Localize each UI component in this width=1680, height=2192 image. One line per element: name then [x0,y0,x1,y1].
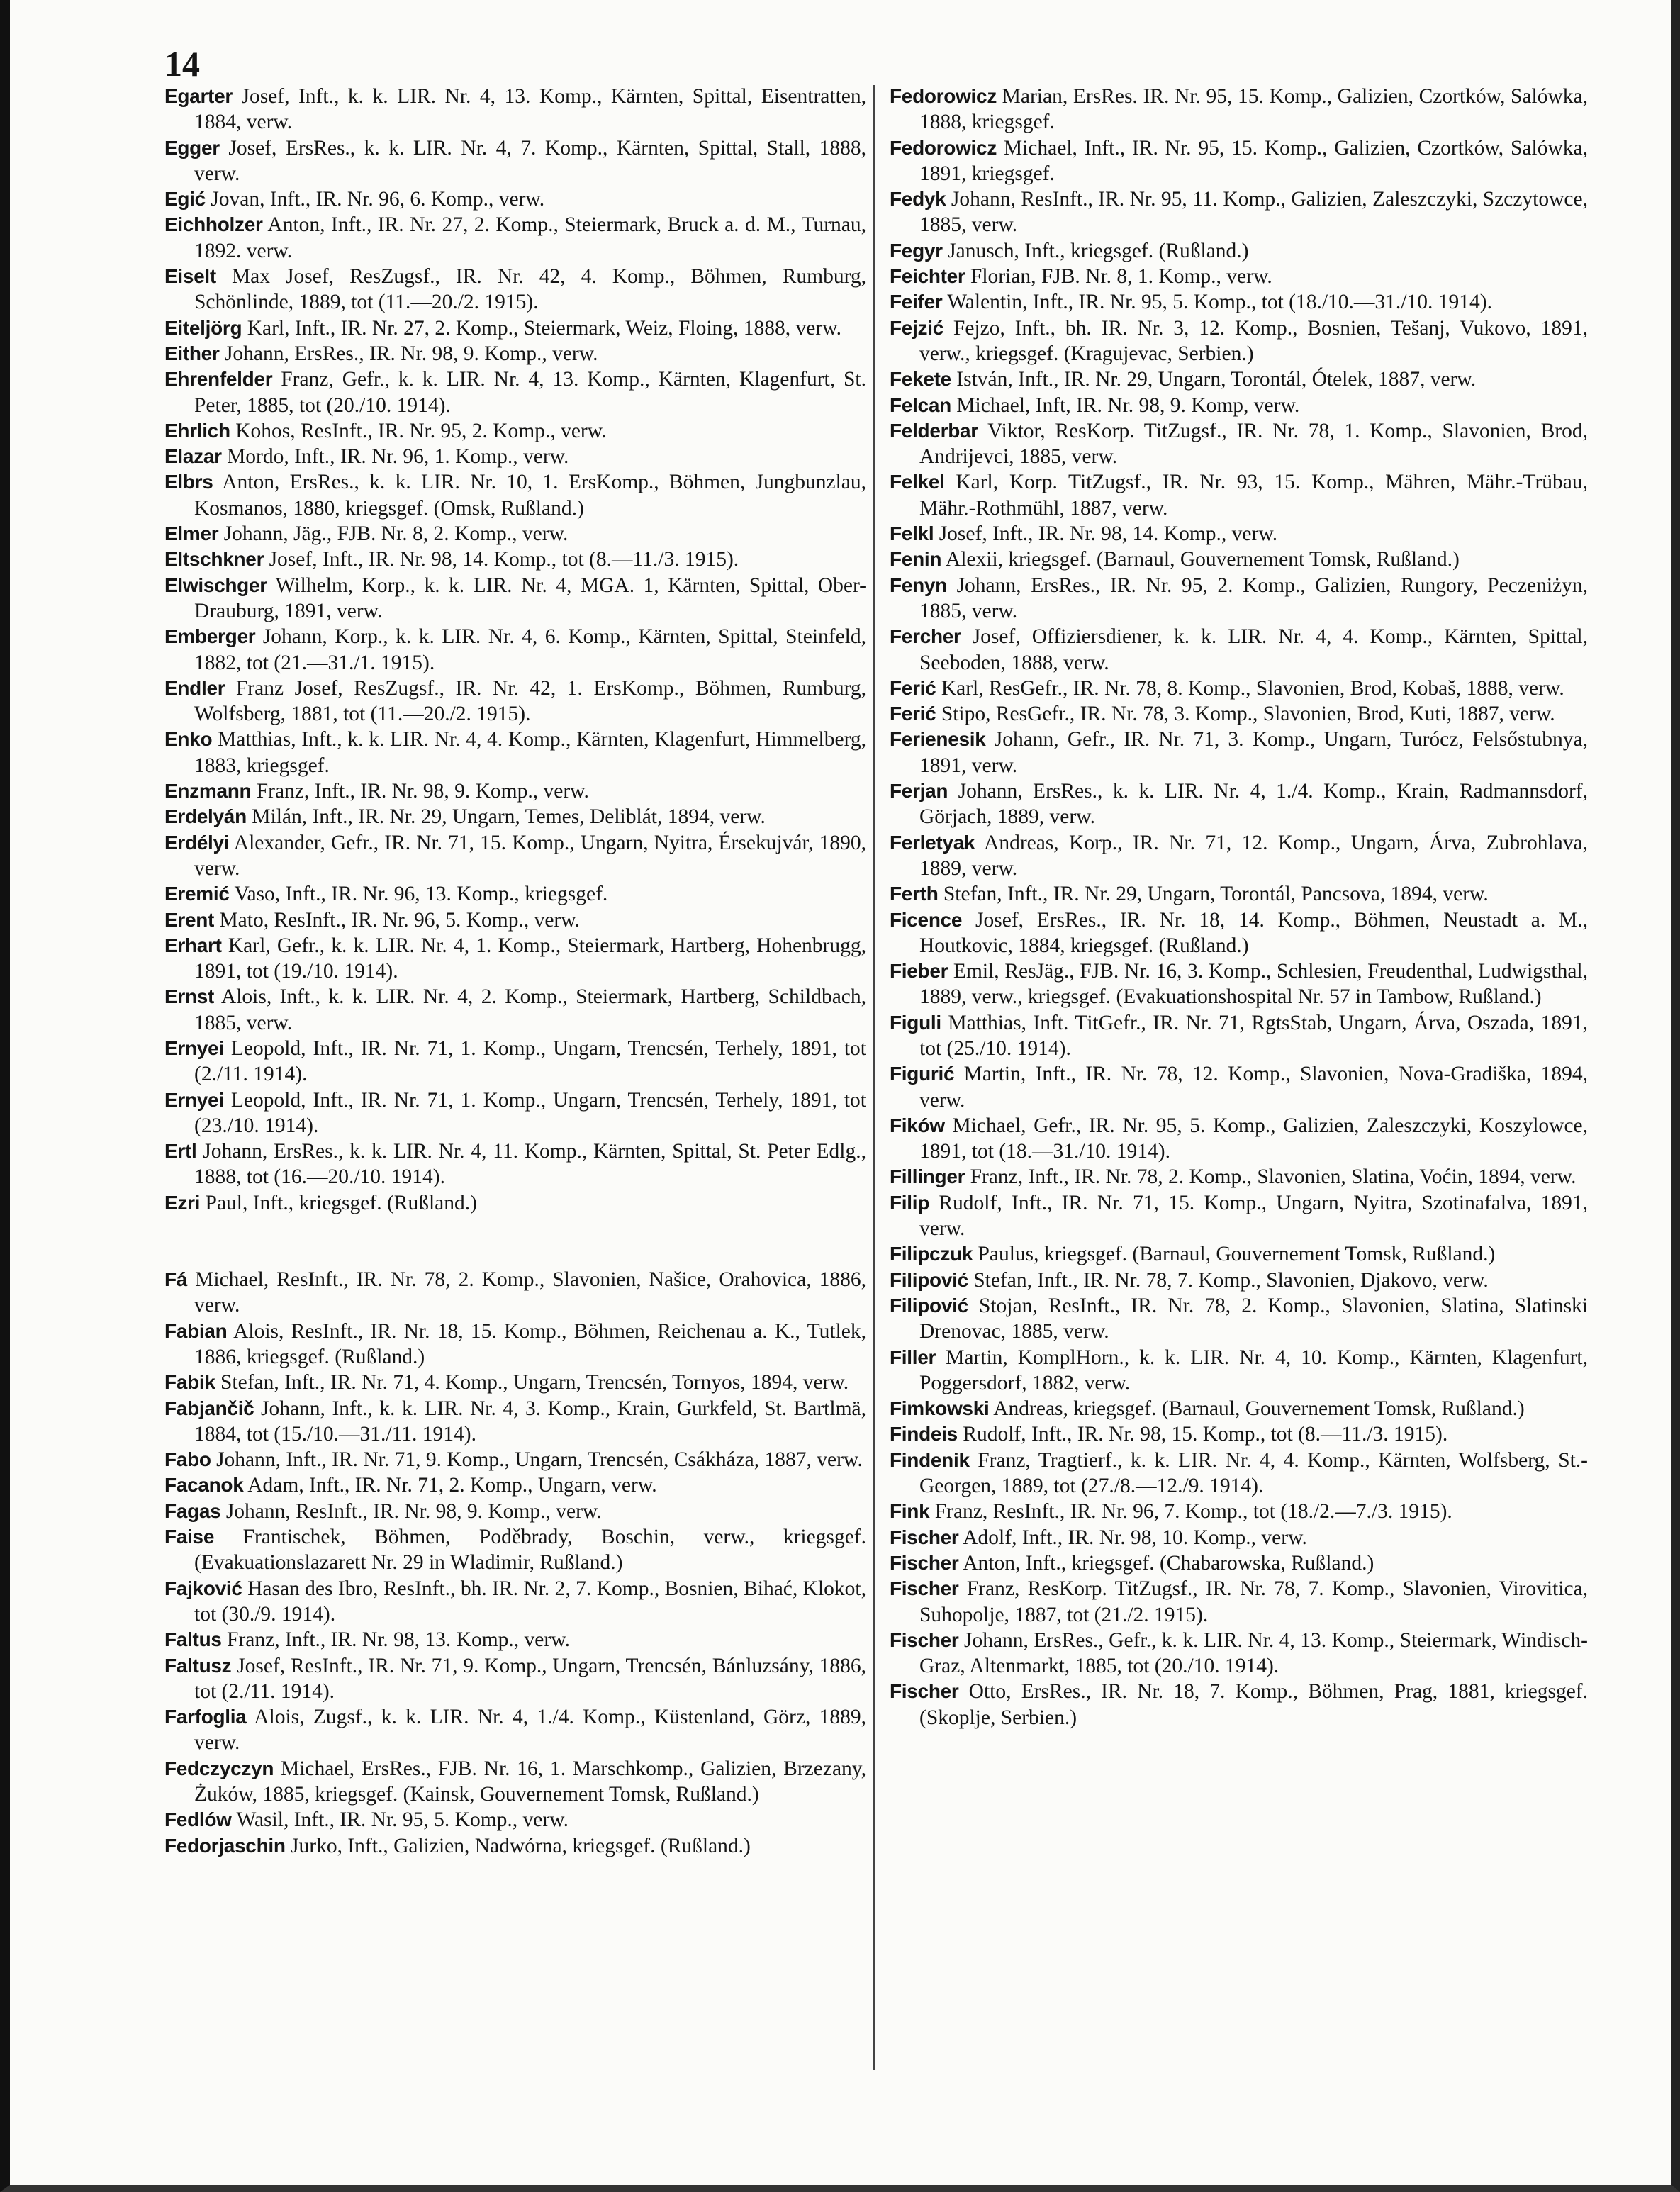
list-entry [164,1190,866,1216]
entry-details: Josef, Offiziersdiener, k. k. LIR. Nr. 4, 4. Komp., Kärnten, Spittal, Seeboden, 1888, verw. [919,625,1588,674]
entry-details: Johann, Korp., k. k. LIR. Nr. 4, 6. Komp., Kärnten, Spittal, Steinfeld, 1882, tot (21.—31./1. 1915). [194,625,866,674]
entry-surname: Ferić [890,676,936,699]
list-entry [164,676,866,727]
list-entry [890,135,1588,187]
entry-surname: Filler [890,1346,936,1368]
list-entry [890,238,1588,264]
entry-details: Michael, ResInft., IR. Nr. 78, 2. Komp., Slavonien, Našice, Orahovica, 1886, verw. [194,1268,866,1317]
entry-details: Milán, Inft., IR. Nr. 29, Ungarn, Temes, Deliblát, 1894, verw. [252,805,766,829]
entry-details: Leopold, Inft., IR. Nr. 71, 1. Komp., Ungarn, Trencsén, Terhely, 1891, tot (2./11. 1914). [194,1036,867,1086]
entry-details: Max Josef, ResZugsf., IR. Nr. 42, 4. Komp., Böhmen, Rumburg, Schönlinde, 1889, tot (11.—20./2. 1915). [194,265,866,314]
entry-details: Franz Josef, ResZugsf., IR. Nr. 42, 1. ErsKomp., Böhmen, Rumburg, Wolfsberg, 1881, tot (11.—20./2. 1915). [194,676,866,726]
entry-surname: Ernyei [164,1036,224,1059]
list-entry [890,676,1588,701]
entry-details: Vaso, Inft., IR. Nr. 96, 13. Komp., kriegsgef. [234,883,608,906]
list-entry [890,1190,1588,1242]
list-entry [890,778,1588,830]
entry-surname: Ernst [164,985,215,1008]
list-entry [890,1576,1588,1628]
entry-details: Emil, ResJäg., FJB. Nr. 16, 3. Komp., Schlesien, Freudenthal, Ludwigsthal, 1889, verw., kriegsgef. (Evakuationshospital Nr. 57 in Tambow, Rußland.) [919,960,1588,1009]
entry-surname: Ehrenfelder [164,368,273,391]
entry-details: Johann, Inft., IR. Nr. 71, 9. Komp., Ungarn, Trencsén, Csákháza, 1887, verw. [216,1448,863,1472]
list-entry [164,212,866,264]
list-entry [890,547,1588,572]
entry-surname: Ferth [890,883,939,905]
entry-surname: Ehrlich [164,419,230,442]
entry-surname: Egić [164,188,206,211]
list-entry [164,1807,866,1833]
entry-surname: Ezri [164,1191,201,1214]
entry-details: Frantischek, Böhmen, Poděbrady, Boschin, verw., kriegsgef. (Evakuationslazarett Nr. 29 in Wladimir, Rußland.) [194,1526,866,1575]
entry-surname: Egarter [164,85,233,107]
entry-surname: Fischer [890,1628,959,1651]
list-entry [890,727,1588,778]
entry-surname: Fieber [890,960,948,983]
entry-details: Marian, ErsRes. IR. Nr. 95, 15. Komp., Galizien, Czortków, Salówka, 1888, kriegsgef. [919,85,1588,134]
entry-details: Andreas, kriegsgef. (Barnaul, Gouvernement Tomsk, Rußland.) [993,1397,1525,1421]
entry-details: Jovan, Inft., IR. Nr. 96, 6. Komp., verw. [211,188,545,211]
list-entry [164,984,866,1036]
entry-surname: Erdélyi [164,831,230,854]
entry-details: Viktor, ResKorp. TitZugsf., IR. Nr. 78, 1. Komp., Slavonien, Brod, Andrijevci, 1885, verw. [919,419,1588,469]
entry-surname: Felderbar [890,419,978,442]
entry-surname: Either [164,342,220,364]
entry-surname: Fischer [890,1551,959,1574]
right-column [890,84,1588,1730]
entry-surname: Figuli [890,1011,941,1034]
entry-details: Johann, ResInft., IR. Nr. 98, 9. Komp., verw. [225,1499,602,1523]
entry-details: Karl, ResGefr., IR. Nr. 78, 8. Komp., Slavonien, Brod, Kobaš, 1888, verw. [941,676,1564,700]
entry-surname: Fenin [890,548,942,571]
list-entry [890,393,1588,418]
entry-details: Anton, Inft., kriegsgef. (Chabarowska, Rußland.) [963,1551,1374,1575]
entry-details: Jurko, Inft., Galizien, Nadwórna, kriegsgef. (Rußland.) [291,1834,751,1857]
list-entry [164,1370,866,1395]
entry-details: Alois, ResInft., IR. Nr. 18, 15. Komp., Böhmen, Reichenau a. K., Tutlek, 1886, kriegsgef. (Rußland.) [194,1319,866,1368]
list-entry [164,907,866,933]
list-entry [890,1396,1588,1421]
entry-surname: Endler [164,676,225,699]
list-entry [890,573,1588,625]
entry-details: Otto, ErsRes., IR. Nr. 18, 7. Komp., Böhmen, Prag, 1881, kriegsgef. (Skoplje, Serbien.) [919,1680,1589,1729]
list-entry [890,186,1588,238]
list-entry [164,1627,866,1653]
list-entry [890,907,1588,959]
entry-details: Rudolf, Inft., IR. Nr. 71, 15. Komp., Ungarn, Nyitra, Szotinafalva, 1891, verw. [919,1191,1588,1241]
list-entry [164,1524,866,1576]
list-entry [164,1704,866,1756]
entry-surname: Erhart [164,934,222,956]
entry-surname: Felkel [890,471,945,493]
section-gap [164,1216,866,1267]
list-entry [164,341,866,367]
entry-surname: Fedyk [890,188,946,211]
list-entry [164,933,866,985]
entry-surname: Fischer [890,1577,959,1600]
entry-details: Josef, Inft., IR. Nr. 98, 14. Komp., verw. [939,522,1278,546]
entry-surname: Egger [164,136,220,159]
list-entry [890,84,1588,135]
list-entry [164,1756,866,1808]
entry-surname: Elmer [164,522,219,545]
entry-details: Andreas, Korp., IR. Nr. 71, 12. Komp., Ungarn, Árva, Zubrohlava, 1889, verw. [919,831,1588,880]
entry-surname: Fedorowicz [890,136,997,159]
list-entry [164,1472,866,1498]
entry-details: Stefan, Inft., IR. Nr. 78, 7. Komp., Slavonien, Djakovo, verw. [973,1268,1489,1292]
list-entry [890,1293,1588,1345]
list-entry [164,469,866,521]
list-entry [890,1010,1588,1062]
entry-surname: Erdelyán [164,805,247,828]
column-divider [873,85,875,2070]
list-entry [164,1267,866,1319]
entry-surname: Fegyr [890,239,943,262]
entry-details: Johann, Inft., k. k. LIR. Nr. 4, 3. Komp., Krain, Gurkfeld, St. Bartlmä, 1884, tot (15./10.—31./11. 1914). [194,1397,866,1446]
entry-details: Franz, Inft., IR. Nr. 98, 9. Komp., verw. [256,780,589,803]
list-entry [890,469,1588,521]
entry-surname: Elwischger [164,574,267,596]
entry-surname: Ferjan [890,780,948,803]
entry-details: Johann, ResInft., IR. Nr. 95, 11. Komp., Galizien, Zaleszczyki, Szczytowce, 1885, verw. [919,188,1588,237]
entry-details: Josef, Inft., IR. Nr. 98, 14. Komp., tot (8.—11./3. 1915). [269,548,739,571]
entry-surname: Fenyn [890,574,947,596]
list-entry [164,804,866,829]
entry-surname: Faltus [164,1628,222,1651]
entry-surname: Fischer [890,1526,959,1548]
entry-surname: Fischer [890,1680,959,1703]
entry-surname: Emberger [164,625,256,648]
list-entry [164,830,866,882]
entry-details: Rudolf, Inft., IR. Nr. 98, 15. Komp., tot (8.—11./3. 1915). [963,1423,1448,1446]
list-entry [164,1499,866,1524]
list-entry [164,1139,866,1190]
entry-details: Franz, ResKorp. TitZugsf., IR. Nr. 78, 7. Komp., Slavonien, Virovitica, Suhopolje, 1887, tot (21./2. 1915). [919,1577,1589,1626]
entry-details: Mordo, Inft., IR. Nr. 96, 1. Komp., verw. [227,445,569,469]
entry-surname: Fink [890,1500,930,1523]
entry-details: István, Inft., IR. Nr. 29, Ungarn, Torontál, Ótelek, 1887, verw. [956,368,1477,391]
entry-details: Josef, ErsRes., IR. Nr. 18, 14. Komp., Böhmen, Neustadt a. M., Houtkovic, 1884, kriegsgef. (Rußland.) [919,908,1589,957]
entry-details: Wilhelm, Korp., k. k. LIR. Nr. 4, MGA. 1, Kärnten, Spittal, Ober-Drauburg, 1891, verw. [194,574,866,622]
entry-surname: Facanok [164,1474,244,1497]
list-entry [164,84,866,135]
list-entry [164,1653,866,1705]
list-entry [164,1833,866,1859]
entry-details: Matthias, Inft. TitGefr., IR. Nr. 71, RgtsStab, Ungarn, Árva, Oszada, 1891, tot (25./10. 1914). [919,1011,1588,1060]
entry-details: Fejzo, Inft., bh. IR. Nr. 3, 12. Komp., Bosnien, Tešanj, Vukovo, 1891, verw., kriegsgef. (Kragujevac, Serbien.) [919,316,1589,365]
entry-surname: Erent [164,908,215,931]
entry-details: Stefan, Inft., IR. Nr. 71, 4. Komp., Ungarn, Trencsén, Tornyos, 1894, verw. [220,1371,849,1394]
list-entry [890,1448,1588,1499]
entry-details: Karl, Inft., IR. Nr. 27, 2. Komp., Steiermark, Weiz, Floing, 1888, verw. [247,316,841,340]
entry-surname: Elbrs [164,471,213,493]
entry-details: Michael, Gefr., IR. Nr. 95, 5. Komp., Galizien, Zaleszczyki, Koszylowce, 1891, tot (18.—31./10. 1914). [919,1114,1589,1163]
entry-surname: Fabjančič [164,1397,254,1419]
entry-surname: Felkl [890,522,934,545]
entry-surname: Fików [890,1114,945,1136]
entry-surname: Fekete [890,368,951,391]
entry-surname: Fajković [164,1577,242,1599]
list-entry [164,881,866,907]
list-entry [890,1268,1588,1293]
list-entry [890,1241,1588,1267]
entry-surname: Fá [164,1268,188,1291]
list-entry [164,315,866,341]
entry-details: Mato, ResInft., IR. Nr. 96, 5. Komp., verw. [219,908,580,932]
entry-details: Franz, Inft., IR. Nr. 98, 13. Komp., verw. [227,1628,570,1652]
entry-surname: Fabo [164,1448,211,1471]
list-entry [164,1576,866,1628]
entry-details: Paulus, kriegsgef. (Barnaul, Gouvernement Tomsk, Rußland.) [978,1243,1496,1266]
list-entry [890,418,1588,470]
entry-details: Johann, Gefr., IR. Nr. 71, 3. Komp., Ungarn, Turócz, Felsőstubnya, 1891, verw. [919,728,1588,777]
entry-surname: Fedczyczyn [164,1757,274,1779]
entry-details: Johann, ErsRes., Gefr., k. k. LIR. Nr. 4, 13. Komp., Steiermark, Windisch-Graz, Altenmarkt, 1885, tot (20./10. 1914). [919,1628,1588,1678]
list-entry [890,521,1588,547]
entry-details: Stipo, ResGefr., IR. Nr. 78, 3. Komp., Slavonien, Brod, Kuti, 1887, verw. [941,703,1555,726]
entry-details: Franz, Gefr., k. k. LIR. Nr. 4, 13. Komp., Kärnten, Klagenfurt, St. Peter, 1885, tot (20./10. 1914). [194,368,867,417]
list-entry [164,521,866,547]
list-entry [890,1628,1588,1679]
entry-surname: Ertl [164,1140,197,1163]
entry-surname: Eichholzer [164,213,263,236]
entry-surname: Faise [164,1526,215,1548]
entry-surname: Fedorjaschin [164,1834,286,1857]
entry-surname: Fabian [164,1319,228,1342]
entry-details: Alois, Inft., k. k. LIR. Nr. 4, 2. Komp., Steiermark, Hartberg, Schildbach, 1885, verw. [194,985,867,1034]
entry-details: Johann, ErsRes., k. k. LIR. Nr. 4, 1./4. Komp., Krain, Radmannsdorf, Görjach, 1889, verw. [919,780,1589,829]
list-entry [164,418,866,444]
entry-details: Michael, Inft., IR. Nr. 95, 15. Komp., Galizien, Czortków, Salówka, 1891, kriegsgef. [919,136,1588,185]
list-entry [164,624,866,676]
entry-details: Matthias, Inft., k. k. LIR. Nr. 4, 4. Komp., Kärnten, Klagenfurt, Himmelberg, 1883, kriegsgef. [194,728,866,777]
entry-surname: Felcan [890,393,951,416]
entry-surname: Figurić [890,1063,955,1085]
list-entry [890,1421,1588,1447]
list-entry [890,1550,1588,1576]
list-entry [890,881,1588,907]
entry-surname: Fedlów [164,1808,232,1831]
entry-details: Michael, ErsRes., FJB. Nr. 16, 1. Marschkomp., Galizien, Brzezany, Żuków, 1885, kriegsgef. (Kainsk, Gouvernement Tomsk, Rußland.) [194,1757,867,1806]
list-entry [164,135,866,187]
entry-details: Franz, ResInft., IR. Nr. 96, 7. Komp., tot (18./2.—7./3. 1915). [934,1500,1452,1523]
entry-surname: Fimkowski [890,1397,990,1420]
entry-details: Walentin, Inft., IR. Nr. 95, 5. Komp., tot (18./10.—31./10. 1914). [947,291,1492,314]
entry-surname: Faltusz [164,1654,232,1677]
entry-details: Johann, Jäg., FJB. Nr. 8, 2. Komp., verw. [223,522,569,546]
entry-surname: Eiselt [164,265,216,288]
list-entry [164,547,866,572]
list-entry [164,573,866,625]
entry-surname: Fabik [164,1371,215,1394]
entry-details: Adam, Inft., IR. Nr. 71, 2. Komp., Ungarn, verw. [247,1474,657,1497]
entry-details: Josef, Inft., k. k. LIR. Nr. 4, 13. Komp., Kärnten, Spittal, Eisentratten, 1884, verw. [194,85,866,134]
entry-details: Janusch, Inft., kriegsgef. (Rußland.) [948,239,1249,262]
entry-details: Karl, Gefr., k. k. LIR. Nr. 4, 1. Komp., Steiermark, Hartberg, Hohenbrugg, 1891, tot (19./10. 1914). [194,934,867,983]
entry-surname: Eremić [164,883,230,905]
entry-surname: Enko [164,728,213,751]
entry-details: Martin, Inft., IR. Nr. 78, 12. Komp., Slavonien, Nova-Gradiška, 1894, verw. [919,1063,1588,1112]
list-entry [164,1447,866,1472]
entry-details: Florian, FJB. Nr. 8, 1. Komp., verw. [970,265,1272,289]
list-entry [890,1113,1588,1165]
entry-details: Anton, ErsRes., k. k. LIR. Nr. 10, 1. ErsKomp., Böhmen, Jungbunzlau, Kosmanos, 1880, kriegsgef. (Omsk, Rußland.) [194,471,867,520]
entry-surname: Ernyei [164,1088,224,1111]
list-entry [164,1087,866,1139]
entry-surname: Filipczuk [890,1243,973,1265]
entry-details: Alois, Zugsf., k. k. LIR. Nr. 4, 1./4. Komp., Küstenland, Görz, 1889, verw. [194,1706,866,1755]
entry-surname: Findeis [890,1423,958,1446]
entry-surname: Elazar [164,445,222,468]
entry-surname: Fagas [164,1499,221,1522]
list-entry [890,1164,1588,1190]
entry-details: Johann, ErsRes., IR. Nr. 98, 9. Komp., verw. [224,342,598,365]
list-entry [890,624,1588,676]
list-entry [164,778,866,804]
entry-details: Paul, Inft., kriegsgef. (Rußland.) [205,1191,477,1214]
list-entry [890,1525,1588,1550]
list-entry [890,289,1588,315]
entry-surname: Fercher [890,625,961,648]
list-entry [164,444,866,469]
list-entry [890,367,1588,392]
entry-surname: Farfoglia [164,1706,247,1728]
entry-surname: Ferić [890,703,936,725]
list-entry [164,186,866,212]
entry-details: Wasil, Inft., IR. Nr. 95, 5. Komp., verw. [236,1808,569,1832]
entry-details: Franz, Tragtierf., k. k. LIR. Nr. 4, 4. Komp., Kärnten, Wolfsberg, St.-Georgen, 1889, tot (27./8.—12./9. 1914). [919,1448,1588,1498]
entry-surname: Ferienesik [890,728,986,751]
entry-surname: Feichter [890,265,965,288]
entry-surname: Fejzić [890,316,944,339]
entry-surname: Feifer [890,291,943,313]
entry-surname: Filipović [890,1294,968,1316]
entry-details: Alexii, kriegsgef. (Barnaul, Gouvernement Tomsk, Rußland.) [945,548,1460,571]
list-entry [164,1396,866,1448]
entry-details: Josef, ErsRes., k. k. LIR. Nr. 4, 7. Komp., Kärnten, Spittal, Stall, 1888, verw. [194,136,867,185]
list-entry [164,367,866,418]
list-entry [890,315,1588,367]
entry-surname: Filip [890,1191,930,1214]
entry-details: Leopold, Inft., IR. Nr. 71, 1. Komp., Ungarn, Trencsén, Terhely, 1891, tot (23./10. 1914). [194,1088,867,1137]
list-entry [890,830,1588,882]
entry-details: Alexander, Gefr., IR. Nr. 71, 15. Komp., Ungarn, Nyitra, Érsekujvár, 1890, verw. [194,831,866,880]
list-entry [890,701,1588,727]
entry-details: Kohos, ResInft., IR. Nr. 95, 2. Komp., verw. [235,419,607,442]
list-entry [890,1061,1588,1113]
entry-details: Johann, ErsRes., IR. Nr. 95, 2. Komp., Galizien, Rungory, Peczeniżyn, 1885, verw. [919,574,1589,622]
list-entry [890,1499,1588,1524]
list-entry [890,1345,1588,1397]
list-entry [164,727,866,778]
entry-details: Hasan des Ibro, ResInft., bh. IR. Nr. 2, 7. Komp., Bosnien, Bihać, Klokot, tot (30./9. 1914). [194,1577,866,1626]
entry-details: Martin, KomplHorn., k. k. LIR. Nr. 4, 10. Komp., Kärnten, Klagenfurt, Poggersdorf, 1882, verw. [919,1346,1588,1394]
entry-surname: Ferletyak [890,831,975,854]
entry-surname: Fillinger [890,1165,965,1188]
entry-surname: Ficence [890,908,963,931]
entry-details: Johann, ErsRes., k. k. LIR. Nr. 4, 11. Komp., Kärnten, Spittal, St. Peter Edlg., 1888, tot (16.—20./10. 1914). [194,1140,867,1189]
entry-details: Franz, Inft., IR. Nr. 78, 2. Komp., Slavonien, Slatina, Voćin, 1894, verw. [970,1165,1577,1189]
entry-surname: Eiteljörg [164,316,242,339]
entry-surname: Enzmann [164,780,252,803]
list-entry [164,1319,866,1370]
entry-surname: Eltschkner [164,548,264,571]
list-entry [890,958,1588,1010]
entry-details: Anton, Inft., IR. Nr. 27, 2. Komp., Steiermark, Bruck a. d. M., Turnau, 1892. verw. [194,213,866,262]
entry-details: Stojan, ResInft., IR. Nr. 78, 2. Komp., Slavonien, Slatina, Slatinski Drenovac, 1885, verw. [919,1294,1589,1343]
entry-surname: Findenik [890,1448,970,1471]
left-column [164,84,866,1859]
page-number: 14 [164,44,200,84]
list-entry [164,264,866,315]
entry-details: Josef, ResInft., IR. Nr. 71, 9. Komp., Ungarn, Trencsén, Bánluzsány, 1886, tot (2./11. 1914). [194,1654,866,1703]
list-entry [164,1036,866,1087]
entry-details: Adolf, Inft., IR. Nr. 98, 10. Komp., verw. [963,1526,1307,1549]
entry-details: Michael, Inft, IR. Nr. 98, 9. Komp, verw. [956,393,1300,417]
list-entry [890,264,1588,289]
entry-surname: Filipović [890,1268,968,1291]
entry-details: Stefan, Inft., IR. Nr. 29, Ungarn, Torontál, Pancsova, 1894, verw. [943,883,1489,906]
entry-details: Karl, Korp. TitZugsf., IR. Nr. 93, 15. Komp., Mähren, Mähr.-Trübau, Mähr.-Rothmühl, 1887, verw. [919,471,1589,520]
list-entry [890,1679,1588,1730]
entry-surname: Fedorowicz [890,85,997,107]
